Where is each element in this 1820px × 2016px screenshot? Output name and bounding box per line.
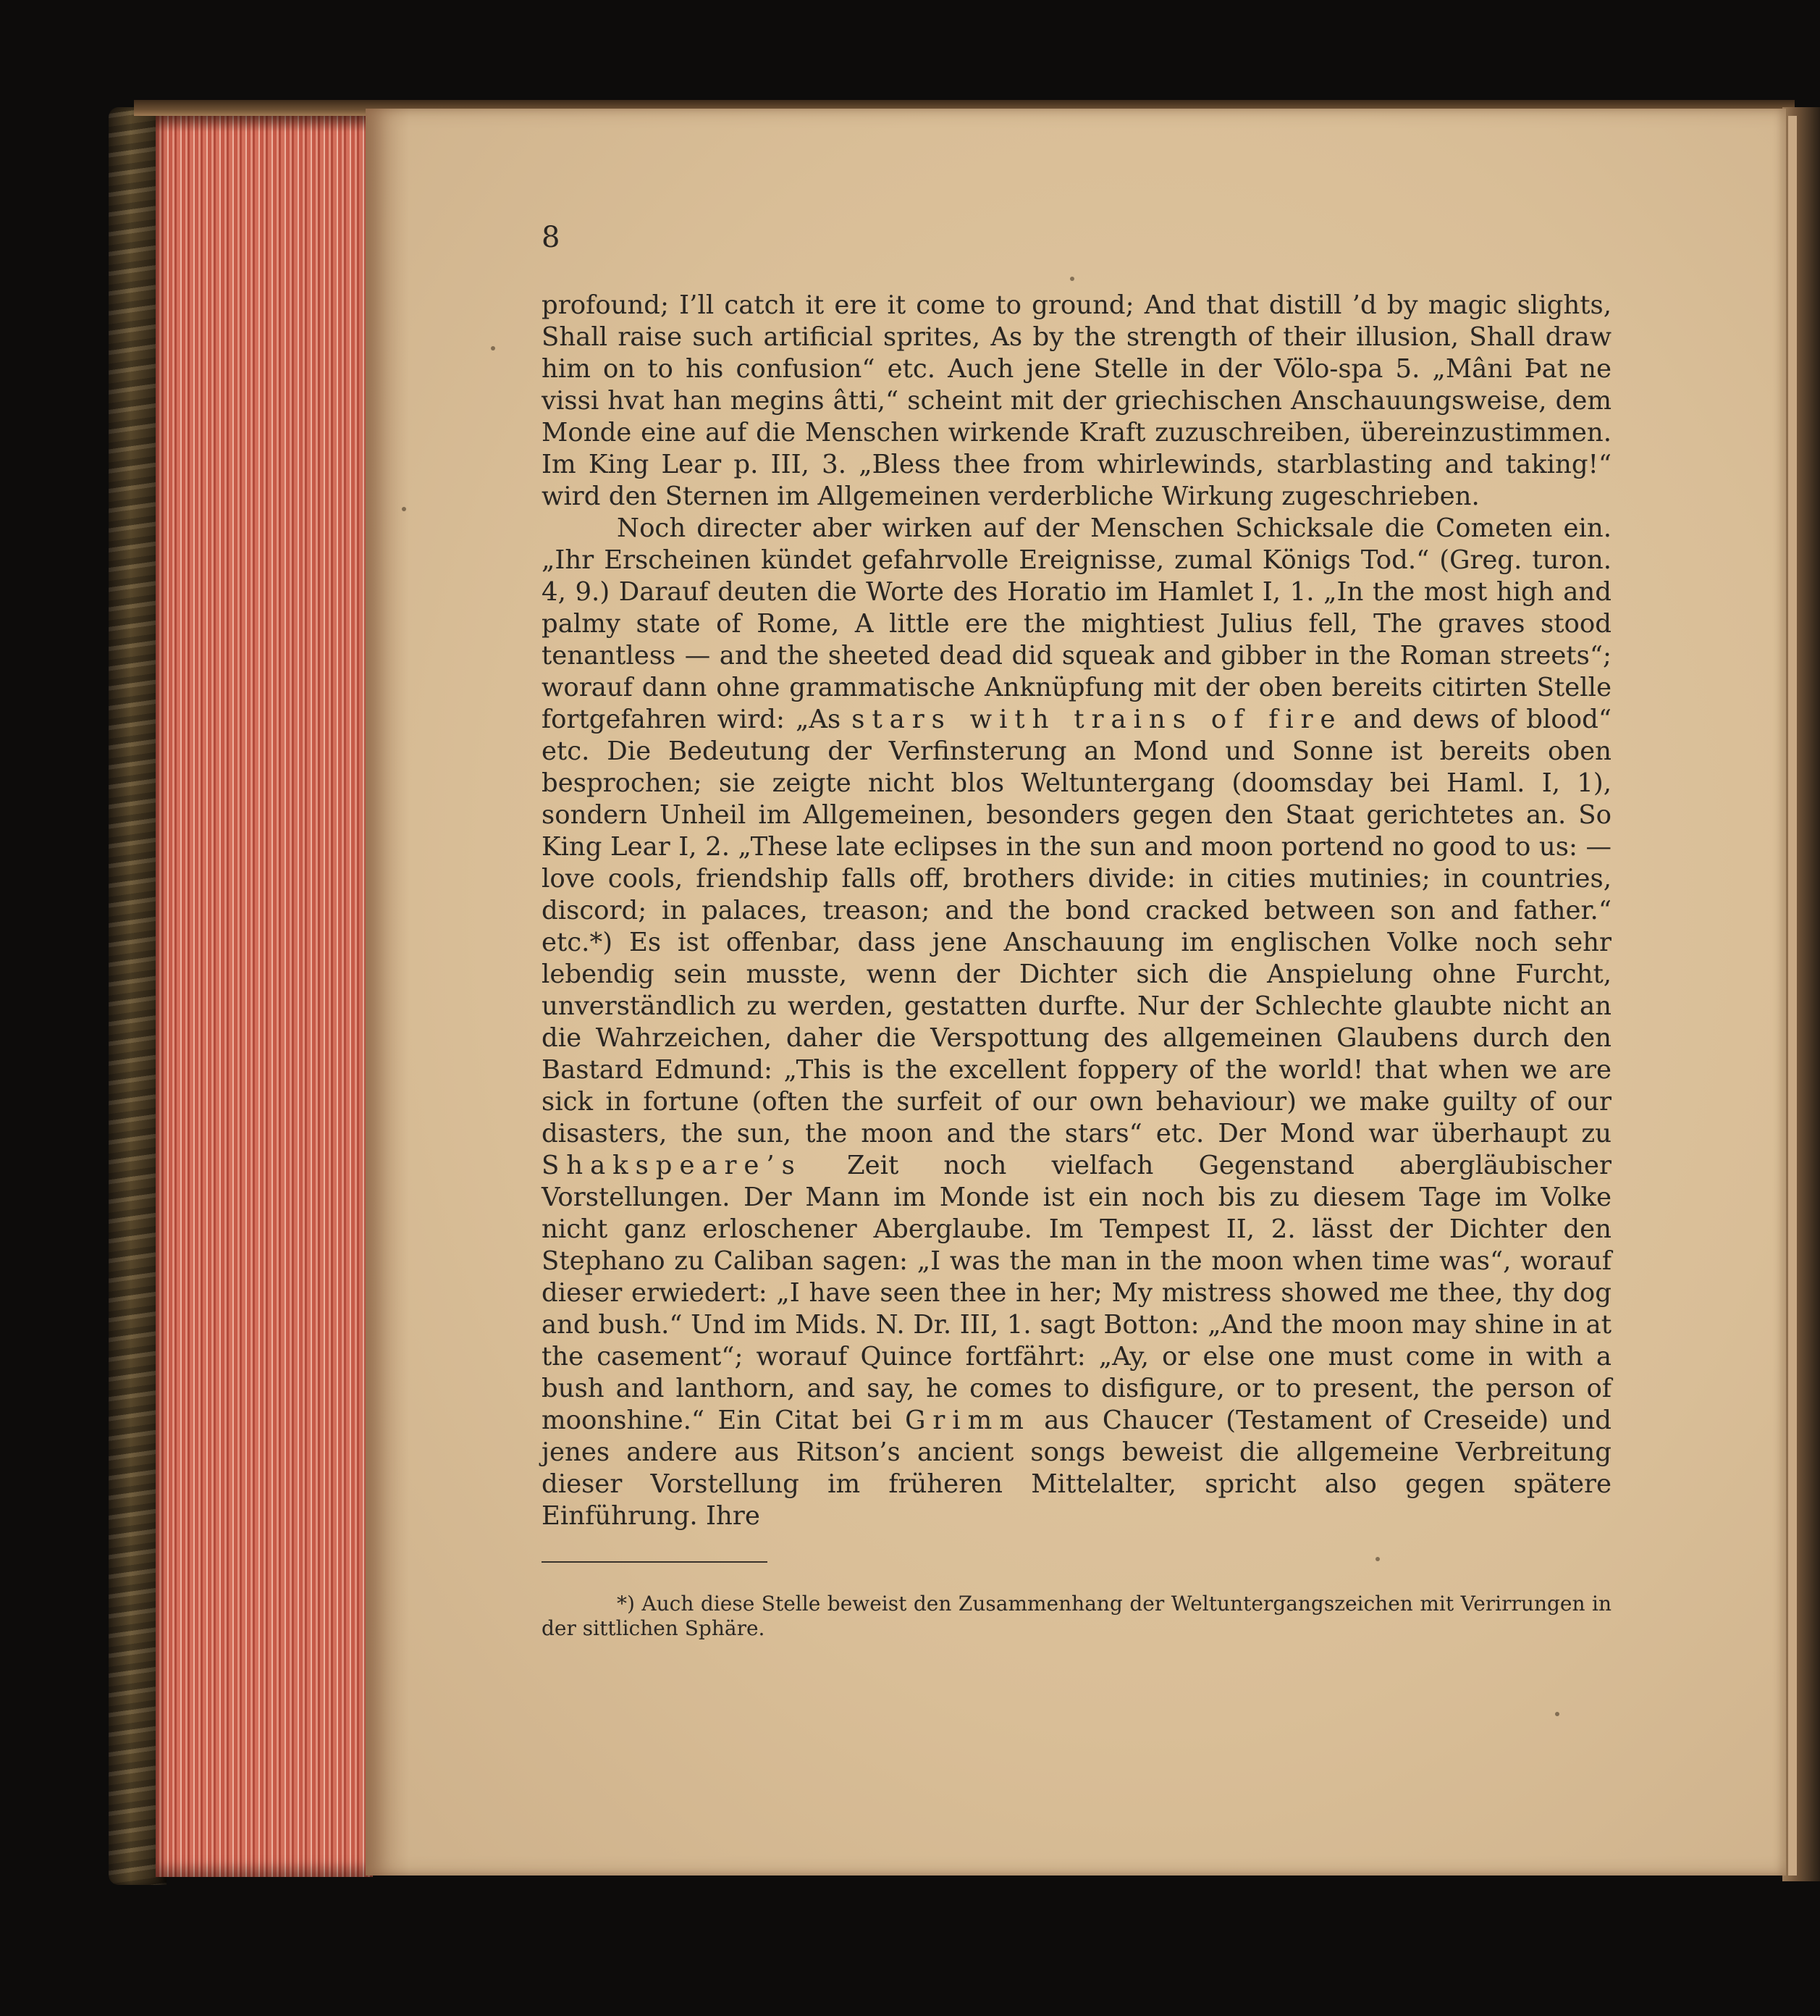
right-page-edge [1788,116,1797,1876]
paragraph [542,290,1612,513]
gutter-shadow [366,109,409,1876]
paper-speck [1070,277,1074,281]
paper-speck [1375,1557,1380,1561]
spaced-emphasis: stars with trains of fire [851,705,1343,734]
paper-speck [1555,1712,1559,1716]
spaced-emphasis: Grimm [905,1406,1031,1435]
spaced-emphasis: Shakspeare’s [542,1151,802,1180]
page-number: 8 [542,221,560,254]
footnote-rule [542,1561,767,1563]
paper-speck [491,346,495,350]
text-run: Noch directer aber wirken auf der Menschen Schicksale die Cometen ein. „Ihr Erscheinen kündet gefahrvolle Ereignisse, zumal Königs Tod.“ (Greg. turon. 4, 9.) Darauf deuten die Worte des Horatio im Hamlet I, 1. „In the most high and palmy state of Rome, A little ere the mightiest Julius fell, The graves stood tenantless — and the sheeted dead did squeak and gibber in the Roman streets“; worauf dann ohne grammatische Anknüpfung mit der oben bereits citirten Stelle fortgefahren wird: „As [542,513,1612,734]
text-run: aus Chaucer (Testament of Creseide) und jenes andere aus Ritson’s ancient songs beweist die allgemeine Verbreitung dieser Vorstellung im früheren Mittelalter, spricht also gegen spätere Einführung. Ihre [542,1406,1612,1531]
paper-speck [402,507,406,511]
page-edges [156,110,373,1877]
text-run: profound; I’ll catch it ere it come to ground; And that distill ’d by magic slights, Shall raise such artificial sprites, As by the strength of their illusion, Shall draw him on to his confusion“ etc. Auch jene Stelle in der Völo-spa 5. „Mâni Þat ne vissi hvat han megins âtti,“ scheint mit der griechischen Anschauungsweise, dem Monde eine auf die Menschen wirkende Kraft zuzuschreiben, übereinzustimmen. Im King Lear p. III, 3. „Bless thee from whirlewinds, starblasting and taking!“ wird den Sternen im Allgemeinen verderbliche Wirkung zugeschrieben. [542,290,1612,511]
text-run: Zeit noch vielfach Gegenstand abergläubischer Vorstellungen. Der Mann im Monde ist ein noch bis zu diesem Tage im Volke nicht ganz erloschener Aberglaube. Im Tempest II, 2. lässt der Dichter den Stephano zu Caliban sagen: „I was the man in the moon when time was“, worauf dieser erwiedert: „I have seen thee in her; My mistress showed me thee, thy dog and bush.“ Und im Mids. N. Dr. III, 1. sagt Botton: „And the moon may shine in at the casement“; worauf Quince fortfährt: „Ay, or else one must come in with a bush and lanthorn, and say, he comes to disfigure, or to present, the person of moonshine.“ Ein Citat bei [542,1151,1612,1435]
text-run: and dews of blood“ etc. Die Bedeutung der Verfinsterung an Mond und Sonne ist bereits oben besprochen; sie zeigte nicht blos Weltuntergang (doomsday bei Haml. I, 1), sondern Unheil im Allgemeinen, besonders gegen den Staat gerichtetes an. So King Lear I, 2. „These late eclipses in the sun and moon portend no good to us: — love cools, friendship falls off, brothers divide: in cities mutinies; in countries, discord; in palaces, treason; and the bond cracked between son and father.“ etc.*) Es ist offenbar, dass jene Anschauung im englischen Volke noch sehr lebendig sein musste, wenn der Dichter sich die Anspielung ohne Furcht, unverständlich zu werden, gestatten durfte. Nur der Schlechte glaubte nicht an die Wahrzeichen, daher die Verspottung des allgemeinen Glaubens durch den Bastard Edmund: „This is the excellent foppery of the world! that when we are sick in fortune (often the surfeit of our own behaviour) we make guilty of our disasters, the sun, the moon and the stars“ etc. Der Mond war überhaupt zu [542,705,1612,1148]
footnote: *) Auch diese Stelle beweist den Zusammenhang der Weltuntergangszeichen mit Verirrungen in der sittlichen Sphäre. [542,1592,1612,1640]
body-text-block [542,290,1612,1532]
paragraph [542,513,1612,1532]
